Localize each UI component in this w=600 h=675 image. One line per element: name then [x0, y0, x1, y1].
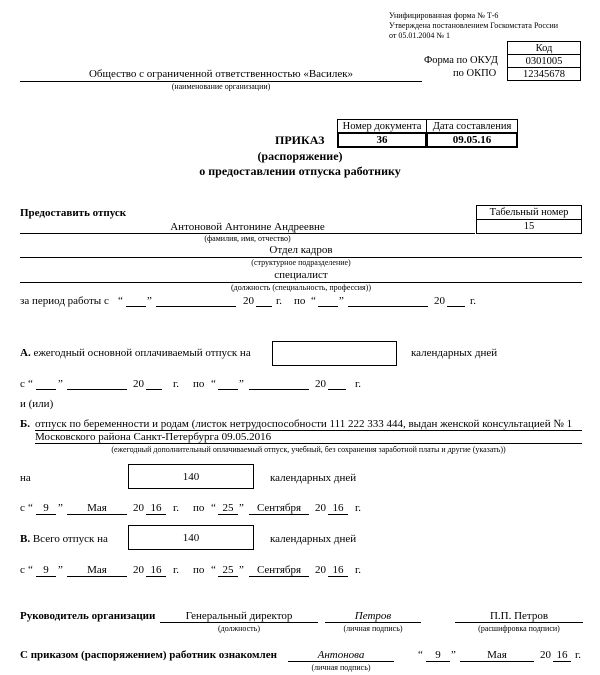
head-name-caption: (расшифровка подписи) — [478, 624, 560, 633]
org-name: Общество с ограниченной ответственностью «Василек» — [88, 68, 354, 80]
b-month2-line — [249, 514, 309, 515]
doc-subject: о предоставлении отпуска работнику — [199, 164, 401, 178]
section-a-label: А. — [20, 347, 31, 359]
b-q3: “ — [211, 502, 216, 514]
period-year-suffix-1: г. — [276, 295, 283, 307]
grant-label: Предоставить отпуск — [20, 207, 127, 219]
period-to: по — [294, 295, 306, 307]
period-month2-line — [348, 306, 428, 307]
ack-q2: ” — [451, 649, 456, 661]
b-q4: ” — [239, 502, 244, 514]
section-b-text-2: Московского района Санкт-Петербурга 09.05.2016 — [35, 431, 272, 443]
doc-date: 09.05.16 — [426, 132, 518, 148]
section-b-line-2 — [35, 443, 582, 444]
a-year-prefix-1: 20 — [133, 378, 144, 390]
okud-label: Форма по ОКУД — [424, 55, 498, 66]
v-q3: “ — [211, 564, 216, 576]
v-to-year: 16 — [332, 564, 344, 576]
b-year-suffix-1: г. — [173, 502, 180, 514]
b-year-prefix-1: 20 — [133, 502, 144, 514]
b-on-label: на — [20, 472, 31, 484]
doc-title-sub: (распоряжение) — [257, 149, 343, 163]
b-days-label: календарных дней — [270, 472, 357, 484]
v-month1-line — [67, 576, 127, 577]
b-to: по — [193, 502, 205, 514]
doc-number-header: Номер документа — [337, 119, 427, 133]
v-days-label: календарных дней — [270, 533, 357, 545]
section-a-row — [20, 347, 251, 359]
v-from-month: Мая — [87, 564, 107, 576]
period-year-prefix-1: 20 — [243, 295, 254, 307]
v-year-prefix-1: 20 — [133, 564, 144, 576]
b-day2-line — [218, 514, 238, 515]
b-to-day: 25 — [222, 502, 234, 514]
period-day2-line — [318, 306, 338, 307]
b-from-day: 9 — [43, 502, 49, 514]
position: специалист — [274, 269, 328, 281]
v-day1-line — [36, 576, 56, 577]
v-days-box: 140 — [128, 525, 254, 550]
period-month1-line — [156, 306, 236, 307]
head-position-line — [160, 622, 318, 623]
form-line-2: Утверждена постановлением Госкомстата России — [389, 21, 559, 30]
b-from: с — [20, 502, 25, 514]
a-q3: “ — [211, 378, 216, 390]
a-to: по — [193, 378, 205, 390]
v-q2: ” — [58, 564, 63, 576]
period-q2: ” — [147, 295, 152, 307]
doc-title: ПРИКАЗ — [275, 133, 325, 147]
period-year-prefix-2: 20 — [434, 295, 445, 307]
b-year-suffix-2: г. — [355, 502, 362, 514]
v-year2-line — [328, 576, 348, 577]
b-month1-line — [67, 514, 127, 515]
v-from: с — [20, 564, 25, 576]
ack-signature-line — [288, 661, 394, 662]
v-day2-line — [218, 576, 238, 577]
v-year-suffix-1: г. — [173, 564, 180, 576]
b-to-month: Сентября — [256, 502, 302, 514]
head-label: Руководитель организации — [20, 610, 156, 622]
b-day1-line — [36, 514, 56, 515]
head-signature-caption: (личная подпись) — [343, 624, 403, 633]
a-day2-line — [218, 389, 238, 390]
b-to-year: 16 — [332, 502, 344, 514]
name-caption: (фамилия, имя, отчество) — [204, 234, 291, 243]
department: Отдел кадров — [269, 244, 333, 256]
a-day1-line — [36, 389, 56, 390]
a-month2-line — [249, 389, 309, 390]
form-line-1: Унифицированная форма № Т-6 — [389, 11, 499, 20]
period-label: за период работы с — [20, 295, 109, 307]
ack-signature-caption: (личная подпись) — [311, 663, 371, 672]
b-q1: “ — [28, 502, 33, 514]
v-year-prefix-2: 20 — [315, 564, 326, 576]
v-to: по — [193, 564, 205, 576]
a-q4: ” — [239, 378, 244, 390]
v-to-month: Сентября — [256, 564, 302, 576]
ack-year: 16 — [556, 649, 568, 661]
tab-number-value: 15 — [476, 219, 582, 234]
v-from-day: 9 — [43, 564, 49, 576]
ack-year-suffix: г. — [575, 649, 582, 661]
ack-label: С приказом (распоряжением) работник ознакомлен — [20, 649, 277, 661]
doc-number: 36 — [337, 132, 427, 148]
ack-day: 9 — [435, 649, 441, 661]
section-a-text: ежегодный основной оплачиваемый отпуск на — [33, 347, 251, 359]
v-month2-line — [249, 576, 309, 577]
v-q4: ” — [239, 564, 244, 576]
period-q1: “ — [118, 295, 123, 307]
section-v-row — [20, 533, 108, 545]
section-a-days-label: календарных дней — [411, 347, 498, 359]
b-year1-line — [146, 514, 166, 515]
v-from-year: 16 — [150, 564, 162, 576]
a-from: с — [20, 378, 25, 390]
period-q4: ” — [339, 295, 344, 307]
section-v-label: В. — [20, 533, 31, 545]
b-year-prefix-2: 20 — [315, 502, 326, 514]
section-v-text: Всего отпуск на — [32, 533, 108, 545]
b-days-box: 140 — [128, 464, 254, 489]
period-year2-line — [447, 306, 465, 307]
a-year-prefix-2: 20 — [315, 378, 326, 390]
section-a-days-box — [272, 341, 397, 366]
org-caption: (наименование организации) — [171, 82, 271, 91]
head-name: П.П. Петров — [489, 610, 549, 622]
v-year-suffix-2: г. — [355, 564, 362, 576]
head-position: Генеральный директор — [185, 610, 293, 622]
a-year-suffix-2: г. — [355, 378, 362, 390]
a-year2-line — [328, 389, 346, 390]
employee-name: Антоновой Антонине Андреевне — [170, 221, 325, 233]
ack-q1: “ — [418, 649, 423, 661]
department-caption: (структурное подразделение) — [251, 258, 351, 267]
or-label: и (или) — [20, 398, 54, 410]
code-header: Код — [507, 41, 581, 55]
head-position-caption: (должность) — [218, 624, 260, 633]
v-year1-line — [146, 576, 166, 577]
position-caption: (должность (специальность, профессия)) — [231, 283, 371, 292]
okud-value: 0301005 — [507, 54, 581, 68]
a-year1-line — [146, 389, 162, 390]
b-year2-line — [328, 514, 348, 515]
period-q3: “ — [311, 295, 316, 307]
head-signature: Петров — [354, 610, 392, 622]
head-name-line — [455, 622, 583, 623]
ack-month: Мая — [487, 649, 507, 661]
a-q2: ” — [58, 378, 63, 390]
okpo-value: 12345678 — [507, 67, 581, 81]
period-year-suffix-2: г. — [470, 295, 477, 307]
b-from-month: Мая — [87, 502, 107, 514]
a-month1-line — [67, 389, 127, 390]
ack-day-line — [426, 661, 450, 662]
okpo-label: по ОКПО — [453, 68, 497, 79]
ack-year-prefix: 20 — [540, 649, 551, 661]
head-signature-line — [325, 622, 421, 623]
ack-month-line — [460, 661, 534, 662]
v-to-day: 25 — [222, 564, 234, 576]
a-year-suffix-1: г. — [173, 378, 180, 390]
ack-year-line — [553, 661, 571, 662]
b-q2: ” — [58, 502, 63, 514]
a-q1: “ — [28, 378, 33, 390]
period-year1-line — [256, 306, 272, 307]
b-from-year: 16 — [150, 502, 162, 514]
form-line-3: от 05.01.2004 № 1 — [389, 31, 451, 40]
v-q1: “ — [28, 564, 33, 576]
section-b-text-1: отпуск по беременности и родам (листок нетрудоспособности 111 222 333 444, выдан женской консультацией № 1 — [35, 418, 573, 430]
doc-date-header: Дата составления — [426, 119, 518, 133]
section-b-caption: (ежегодный дополнительный оплачиваемый отпуск, учебный, без сохранения заработной платы и другие (указать)) — [111, 445, 506, 454]
section-b-label: Б. — [20, 418, 31, 430]
ack-signature: Антонова — [317, 649, 365, 661]
period-day1-line — [126, 306, 146, 307]
tab-number-header: Табельный номер — [476, 205, 582, 220]
